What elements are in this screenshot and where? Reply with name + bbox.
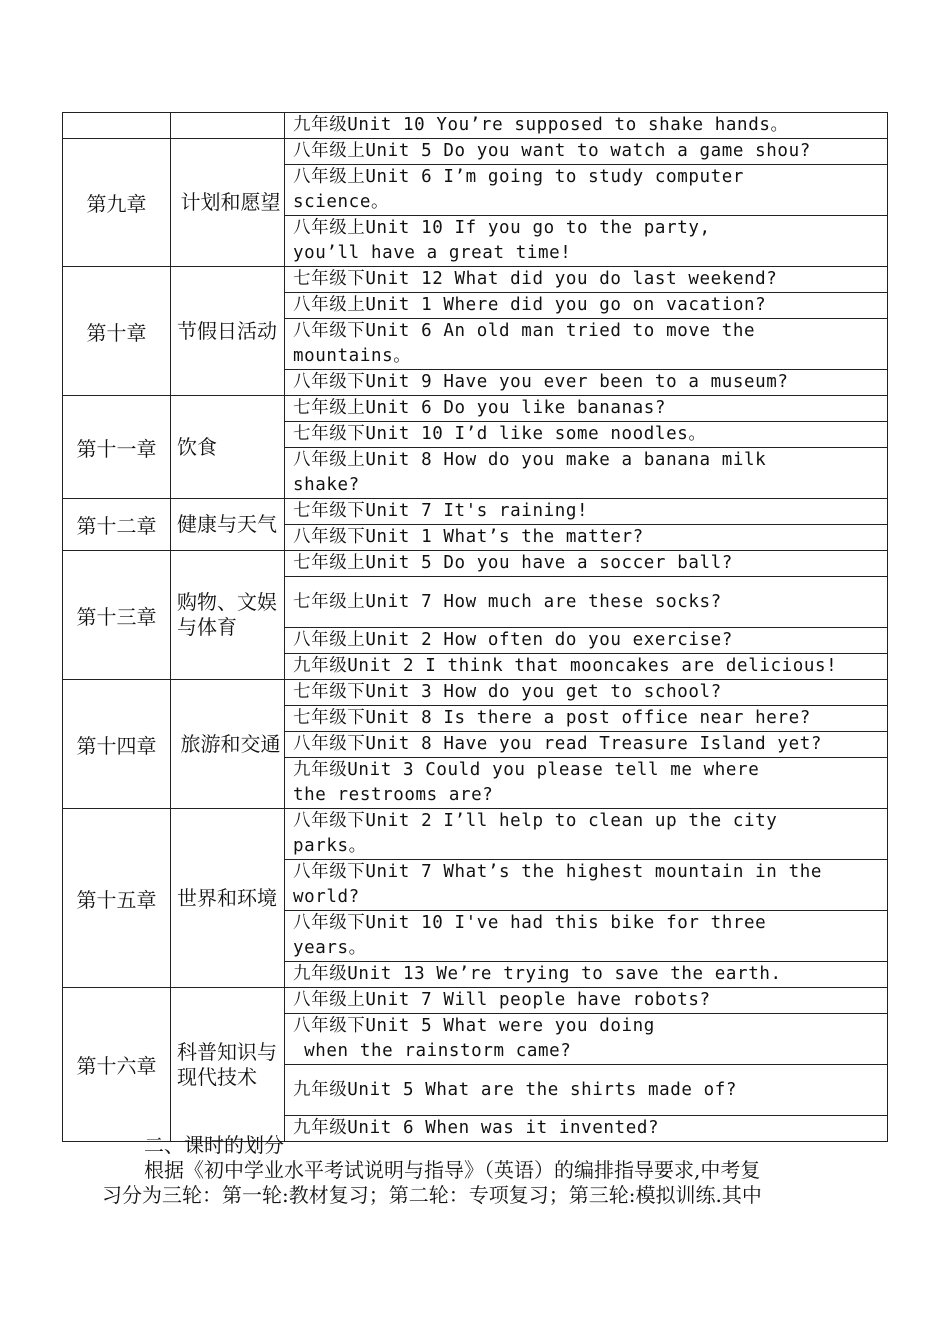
paragraph-line-1: 根据《初中学业水平考试说明与指导》（英语）的编排指导要求,中考复: [144, 1158, 761, 1182]
unit-cell: 八年级上Unit 2 How often do you exercise?: [285, 628, 888, 654]
topic-cell: 世界和环境: [171, 809, 285, 988]
topic-cell: 饮食: [171, 396, 285, 499]
table-row: [63, 551, 888, 577]
unit-cell: 九年级Unit 13 We’re trying to save the earth.: [285, 962, 888, 988]
unit-cell: 九年级Unit 2 I think that mooncakes are delicious!: [285, 654, 888, 680]
unit-cell: 九年级Unit 5 What are the shirts made of?: [285, 1065, 888, 1116]
unit-cell: 八年级上Unit 6 I’m going to study computer science。: [285, 165, 888, 216]
unit-cell: 八年级下Unit 9 Have you ever been to a museum?: [285, 370, 888, 396]
table-row: [63, 267, 888, 293]
unit-cell: 八年级下Unit 5 What were you doing when the rainstorm came?: [285, 1014, 888, 1065]
curriculum-table: [62, 112, 888, 1142]
table-row: [63, 113, 888, 139]
unit-cell: 七年级上Unit 7 How much are these socks?: [285, 577, 888, 628]
unit-cell: 八年级下Unit 2 I’ll help to clean up the city parks。: [285, 809, 888, 860]
unit-cell: 七年级下Unit 12 What did you do last weekend?: [285, 267, 888, 293]
unit-cell: 八年级上Unit 7 Will people have robots?: [285, 988, 888, 1014]
unit-cell: 九年级Unit 10 You’re supposed to shake hands。: [285, 113, 888, 139]
table-row: [63, 396, 888, 422]
unit-cell: 八年级上Unit 5 Do you want to watch a game shou?: [285, 139, 888, 165]
section-heading: 二、课时的划分: [144, 1133, 284, 1157]
unit-cell: 七年级下Unit 7 It's raining!: [285, 499, 888, 525]
chapter-cell: 第十章: [63, 267, 171, 396]
unit-cell: 九年级Unit 6 When was it invented?: [285, 1116, 888, 1142]
unit-cell: 八年级下Unit 10 I've had this bike for three years。: [285, 911, 888, 962]
unit-cell: 八年级上Unit 8 How do you make a banana milk shake?: [285, 448, 888, 499]
unit-cell: 八年级上Unit 10 If you go to the party, you’ll have a great time!: [285, 216, 888, 267]
topic-cell: 健康与天气: [171, 499, 285, 551]
unit-cell: 八年级下Unit 6 An old man tried to move the mountains。: [285, 319, 888, 370]
chapter-cell: 第十四章: [63, 680, 171, 809]
topic-cell: 购物、文娱 与体育: [171, 551, 285, 680]
unit-cell: 八年级下Unit 8 Have you read Treasure Island yet?: [285, 732, 888, 758]
chapter-cell: [63, 113, 171, 139]
topic-cell: 科普知识与现代技术: [171, 988, 285, 1142]
topic-cell: 旅游和交通: [171, 680, 285, 809]
chapter-cell: 第十五章: [63, 809, 171, 988]
chapter-cell: 第十二章: [63, 499, 171, 551]
unit-cell: 七年级上Unit 6 Do you like bananas?: [285, 396, 888, 422]
topic-cell: [171, 113, 285, 139]
unit-cell: 八年级上Unit 1 Where did you go on vacation?: [285, 293, 888, 319]
paragraph-line-2: 习分为三轮：第一轮:教材复习；第二轮：专项复习；第三轮:模拟训练.其中: [102, 1183, 762, 1207]
chapter-cell: 第十一章: [63, 396, 171, 499]
table-row: [63, 809, 888, 860]
table-row: [63, 988, 888, 1014]
table-row: [63, 139, 888, 165]
unit-cell: 八年级下Unit 1 What’s the matter?: [285, 525, 888, 551]
topic-cell: 计划和愿望: [171, 139, 285, 267]
chapter-cell: 第九章: [63, 139, 171, 267]
unit-cell: 八年级下Unit 7 What’s the highest mountain in the world?: [285, 860, 888, 911]
unit-cell: 七年级下Unit 10 I’d like some noodles。: [285, 422, 888, 448]
table-row: [63, 499, 888, 525]
unit-cell: 七年级下Unit 8 Is there a post office near here?: [285, 706, 888, 732]
chapter-cell: 第十六章: [63, 988, 171, 1142]
chapter-cell: 第十三章: [63, 551, 171, 680]
table-row: [63, 680, 888, 706]
unit-cell: 九年级Unit 3 Could you please tell me where the restrooms are?: [285, 758, 888, 809]
topic-cell: 节假日活动: [171, 267, 285, 396]
unit-cell: 七年级上Unit 5 Do you have a soccer ball?: [285, 551, 888, 577]
unit-cell: 七年级下Unit 3 How do you get to school?: [285, 680, 888, 706]
